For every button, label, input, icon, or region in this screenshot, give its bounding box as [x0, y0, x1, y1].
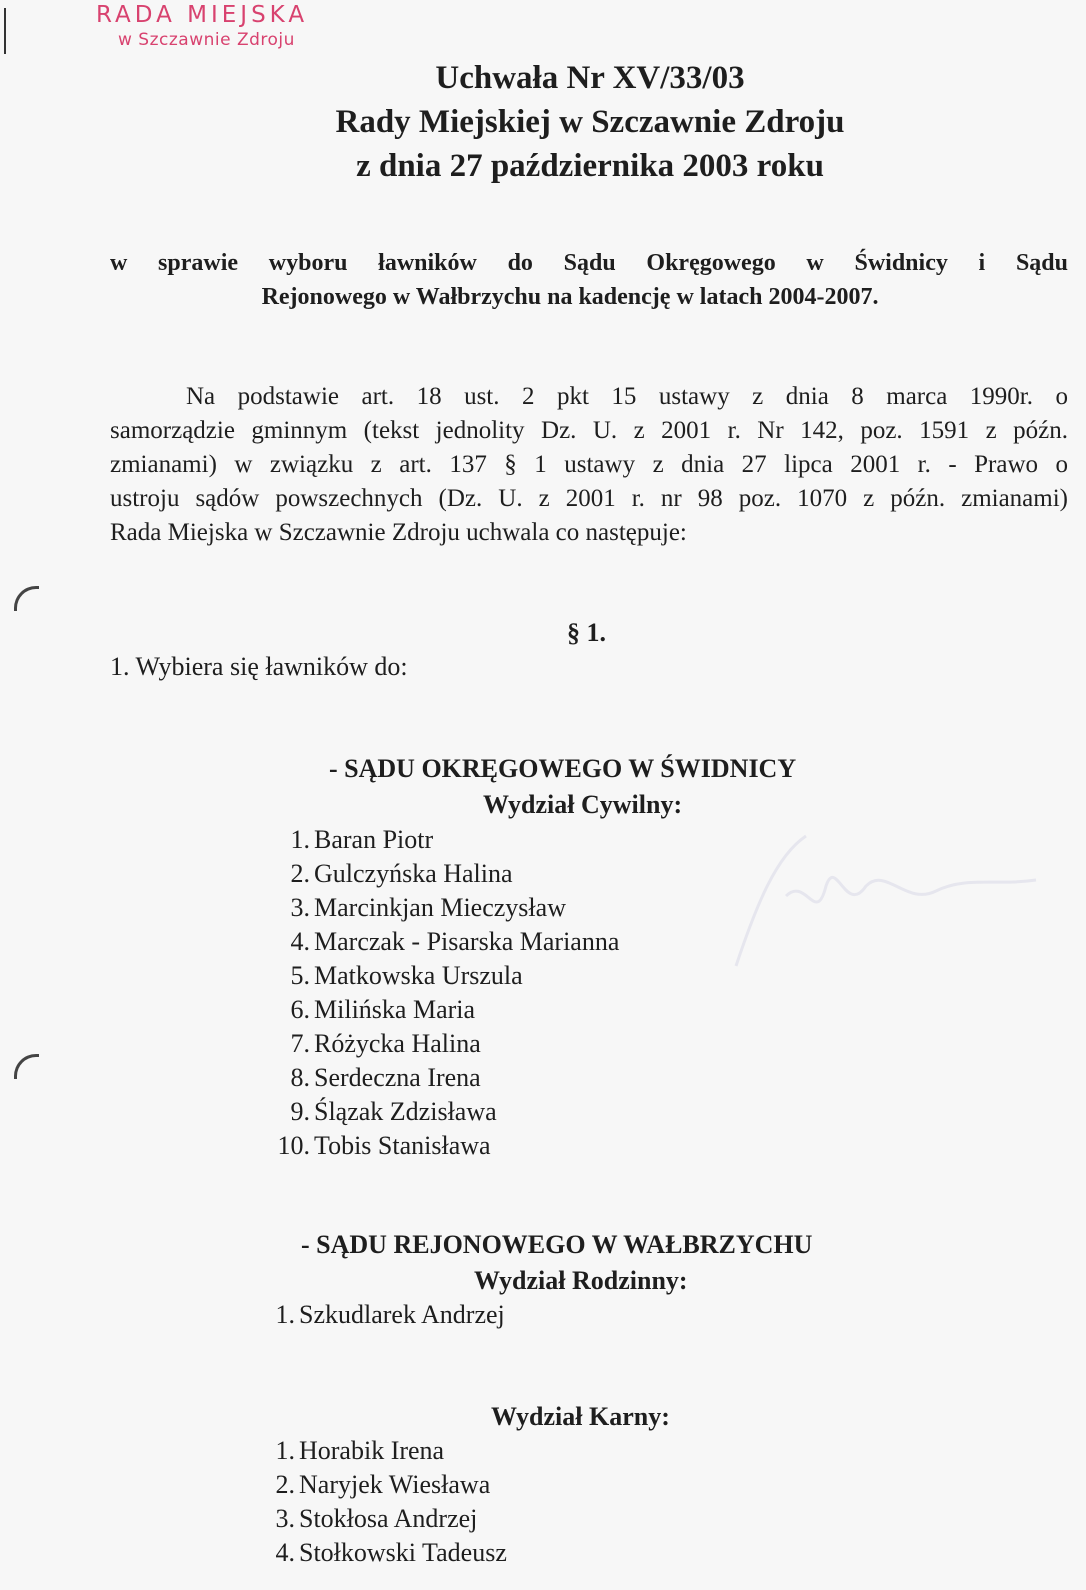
list-karny: [253, 1434, 507, 1570]
list-item: 2. Gulczyńska Halina: [290, 859, 513, 888]
subject-line: Rejonowego w Wałbrzychu na kadencję w latach 2004-2007.: [261, 284, 879, 310]
stamp-line2: w Szczawnie Zdroju: [118, 30, 295, 50]
basis-line: ustroju sądów powszechnych (Dz. U. z 2001 r. nr 98 poz. 1070 z późn. zmianami): [110, 485, 1068, 512]
list-item: 5. Matkowska Urszula: [290, 961, 523, 990]
legal-basis: [110, 380, 1068, 550]
list-item: 10. Tobis Stanisława: [277, 1131, 491, 1160]
signature-image: [716, 816, 1056, 976]
dept-heading-karny: Wydział Karny:: [491, 1402, 670, 1431]
resolution-number: Uchwała Nr XV/33/03: [435, 60, 745, 96]
court-heading-okregowy: - SĄDU OKRĘGOWEGO W ŚWIDNICY: [329, 754, 797, 783]
dept-heading-rodzinny: Wydział Rodzinny:: [474, 1266, 688, 1295]
court-heading-rejonowy: - SĄDU REJONOWEGO W WAŁBRZYCHU: [301, 1230, 813, 1259]
list-item: 7. Różycka Halina: [290, 1029, 481, 1058]
punch-hole-mark: [14, 1054, 39, 1079]
basis-line: Na podstawie art. 18 ust. 2 pkt 15 ustawy z dnia 8 marca 1990r. o: [186, 383, 1068, 410]
paragraph-heading: § 1.: [567, 618, 606, 647]
basis-line: Rada Miejska w Szczawnie Zdroju uchwala co następuje:: [110, 519, 687, 546]
subject-line: w sprawie wyboru ławników do Sądu Okręgowego w Świdnicy i Sądu: [110, 250, 1068, 276]
list-cywilny: [268, 823, 619, 1163]
list-item: 3. Marcinkjan Mieczysław: [290, 893, 566, 922]
basis-line: zmianami) w związku z art. 137 § 1 ustawy z dnia 27 lipca 2001 r. - Prawo o: [110, 451, 1068, 478]
list-item: 1. Baran Piotr: [290, 825, 434, 854]
list-item: 2. Naryjek Wiesława: [275, 1470, 491, 1499]
council-stamp: [96, 2, 308, 50]
list-item: 1. Szkudlarek Andrzej: [275, 1300, 505, 1329]
list-item: 4. Stołkowski Tadeusz: [275, 1538, 507, 1567]
list-item: 3. Stokłosa Andrzej: [275, 1504, 478, 1533]
section-item: 1. Wybiera się ławników do:: [110, 652, 408, 681]
list-item: 8. Serdeczna Irena: [290, 1063, 481, 1092]
resolution-subject: [110, 246, 1068, 314]
list-item: 4. Marczak - Pisarska Marianna: [290, 927, 620, 956]
basis-line: samorządzie gminnym (tekst jednolity Dz. U. z 2001 r. Nr 142, poz. 1591 z późn.: [110, 417, 1068, 444]
resolution-date: z dnia 27 października 2003 roku: [356, 148, 824, 184]
stamp-line1: RADA MIEJSKA: [96, 2, 309, 28]
resolution-council: Rady Miejskiej w Szczawnie Zdroju: [335, 104, 845, 140]
dept-heading-cywilny: Wydział Cywilny:: [483, 790, 683, 819]
list-item: 1. Horabik Irena: [275, 1436, 445, 1465]
list-rodzinny: [253, 1298, 505, 1332]
list-item: 6. Milińska Maria: [290, 995, 476, 1024]
list-item: 9. Ślązak Zdzisława: [290, 1097, 497, 1126]
punch-hole-mark: [14, 586, 39, 611]
corner-mark: [4, 8, 6, 54]
